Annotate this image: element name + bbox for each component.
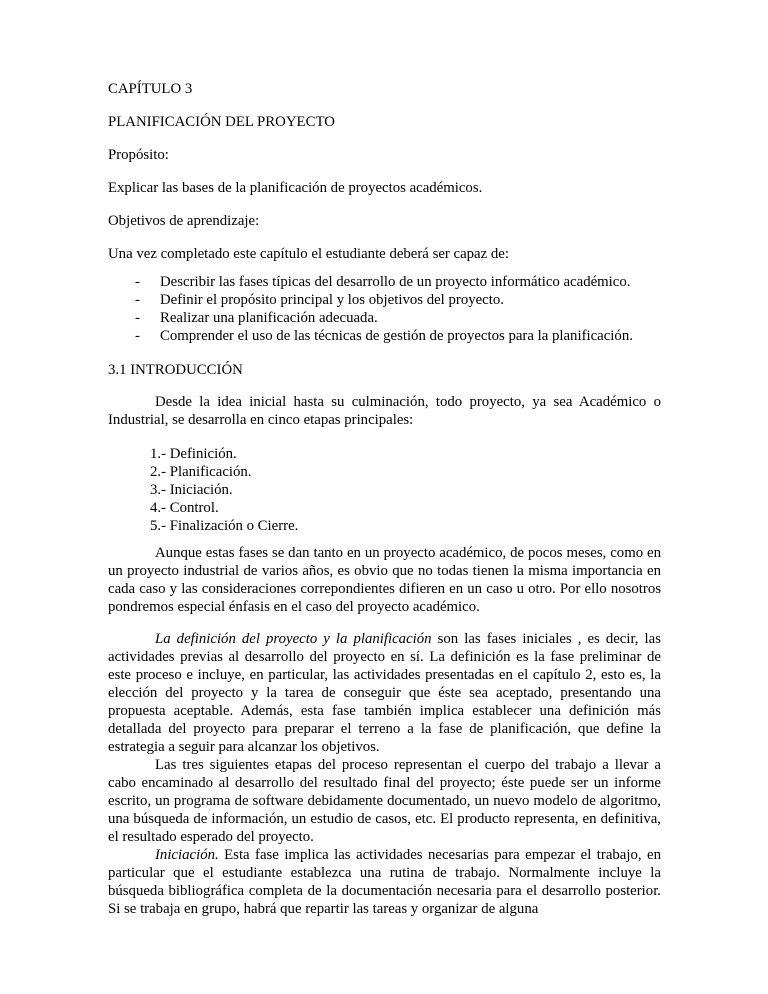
italic-lead-iniciacion: Iniciación.: [155, 847, 219, 863]
dash-bullet: -: [135, 310, 140, 326]
section-heading: 3.1 INTRODUCCIÓN: [108, 362, 243, 378]
dash-bullet: -: [135, 274, 140, 290]
paragraph-definicion: [108, 630, 661, 756]
intro-paragraph: Desde la idea inicial hasta su culminación, todo proyecto, ya sea Académico o Industrial, se desarrolla en cinco etapas principales:: [108, 394, 661, 428]
objective-item: [108, 327, 661, 345]
italic-lead-definicion: La definición del proyecto y la planificación: [155, 631, 432, 647]
dash-bullet: -: [135, 292, 140, 308]
stage-item: 5.- Finalización o Cierre.: [150, 518, 299, 534]
objective-text: Comprender el uso de las técnicas de gestión de proyectos para la planificación.: [160, 328, 633, 344]
dash-bullet: -: [135, 328, 140, 344]
chapter-heading: CAPÍTULO 3: [108, 81, 193, 97]
stages-list: [150, 445, 661, 535]
objective-text: Describir las fases típicas del desarrollo de un proyecto informático académico.: [160, 274, 631, 290]
purpose-label: Propósito:: [108, 147, 169, 163]
paragraph-iniciacion-rest: Esta fase implica las actividades necesarias para empezar el trabajo, en particular que el estudiante establezca una rutina de trabajo. Normalmente incluye la búsqueda bibliográfica completa de la documentación necesaria para el desarrollo posterior. Si se trabaja en grupo, habrá que repartir las tareas y organizar de alguna: [108, 847, 661, 917]
objectives-intro: Una vez completado este capítulo el estudiante deberá ser capaz de:: [108, 246, 509, 262]
objectives-label: Objetivos de aprendizaje:: [108, 213, 260, 229]
purpose-text: Explicar las bases de la planificación de proyectos académicos.: [108, 180, 483, 196]
paragraph-fases: Aunque estas fases se dan tanto en un proyecto académico, de pocos meses, como en un proyecto industrial de varios años, es obvio que no todas tienen la misma importancia en cada caso y las consideraciones correpondientes difieren en un caso u otro. Por ello nosotros pondremos especial énfasis en el caso del proyecto académico.: [108, 545, 661, 615]
objective-item: [108, 291, 661, 309]
stage-item: 2.- Planificación.: [150, 464, 252, 480]
paragraph-iniciacion: [108, 846, 661, 918]
document-body: [108, 80, 661, 918]
objective-item: [108, 309, 661, 327]
paragraph-etapas: Las tres siguientes etapas del proceso representan el cuerpo del trabajo a llevar a cabo encaminado al desarrollo del resultado final del proyecto; éste puede ser un informe escrito, un programa de software debidamente documentado, un nuevo modelo de algoritmo, una búsqueda de información, un estudio de casos, etc. El producto representa, en definitiva, el resultado esperado del proyecto.: [108, 757, 661, 845]
objective-text: Definir el propósito principal y los objetivos del proyecto.: [160, 292, 504, 308]
stage-item: 1.- Definición.: [150, 446, 237, 462]
objective-item: [108, 273, 661, 291]
objectives-list: [108, 273, 661, 345]
stage-item: 3.- Iniciación.: [150, 482, 233, 498]
paragraph-definicion-rest: son las fases iniciales , es decir, las actividades previas al desarrollo del proyecto en sí. La definición es la fase preliminar de este proceso e incluye, en particular, las actividades presentadas en el capítulo 2, esto es, la elección del proyecto y la tarea de conseguir que éste sea aceptado, presentando una propuesta aceptable. Además, esta fase también implica establecer una definición más detallada del proyecto para preparar el terreno a la fase de planificación, que define la estrategia a seguir para alcanzar los objetivos.: [108, 631, 661, 755]
document-title: PLANIFICACIÓN DEL PROYECTO: [108, 114, 335, 130]
objective-text: Realizar una planificación adecuada.: [160, 310, 378, 326]
stage-item: 4.- Control.: [150, 500, 219, 516]
